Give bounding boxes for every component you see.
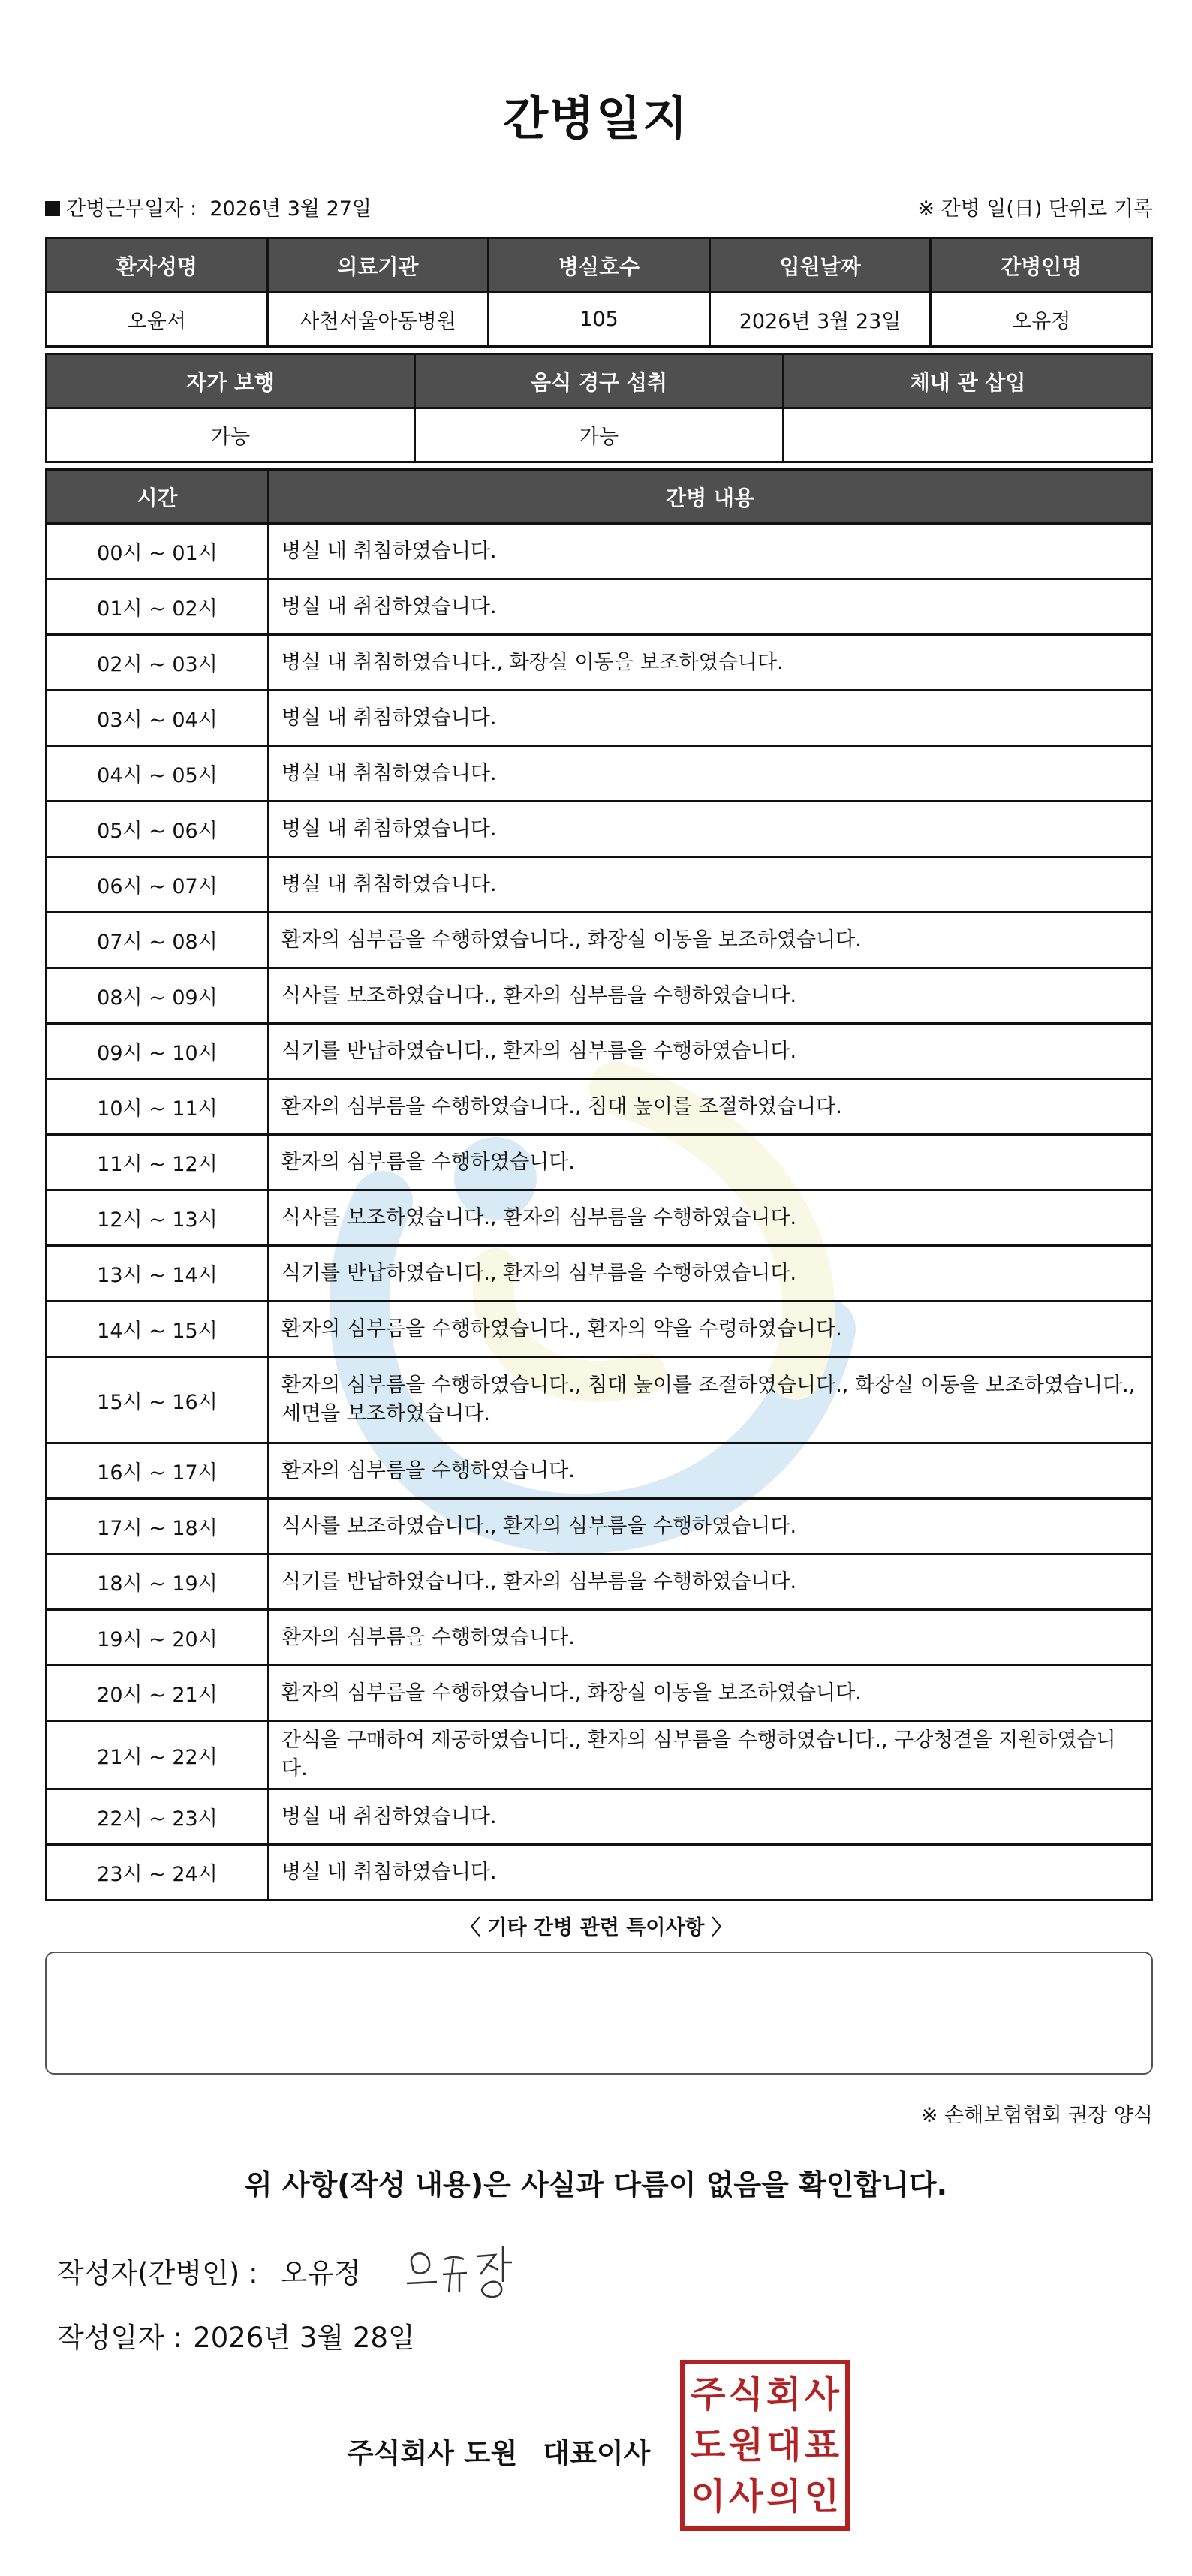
log-time: 18시 ~ 19시 xyxy=(47,1554,269,1610)
table-row xyxy=(47,746,1152,802)
work-date-value: 2026년 3월 27일 xyxy=(209,197,372,221)
stamp-character: 식 xyxy=(728,2373,763,2415)
log-content: 환자의 심부름을 수행하였습니다., 침대 높이를 조절하였습니다., 화장실 이동을 보조하였습니다., 세면을 보조하였습니다. xyxy=(269,1357,1152,1443)
table-row xyxy=(47,1610,1152,1666)
log-time: 04시 ~ 05시 xyxy=(47,746,269,802)
table-row xyxy=(47,524,1152,579)
status-value-row xyxy=(47,408,1152,462)
table-row xyxy=(47,1554,1152,1610)
log-time: 03시 ~ 04시 xyxy=(47,691,269,746)
company-line xyxy=(347,2430,650,2471)
table-row xyxy=(47,1246,1152,1302)
log-time: 09시 ~ 10시 xyxy=(47,1024,269,1079)
stamp-character: 인 xyxy=(804,2475,839,2517)
patient-info-header-row xyxy=(47,239,1152,293)
table-row xyxy=(47,1721,1152,1789)
stamp-character: 주 xyxy=(691,2373,726,2415)
table-row xyxy=(47,1190,1152,1246)
log-content: 병실 내 취침하였습니다. xyxy=(269,524,1152,579)
log-content: 식기를 반납하였습니다., 환자의 심부름을 수행하였습니다. xyxy=(269,1246,1152,1302)
patient-info-value-row xyxy=(47,293,1152,347)
header-caregiver-name: 간병인명 xyxy=(931,239,1152,293)
log-content: 병실 내 취침하였습니다. xyxy=(269,1789,1152,1845)
log-content: 간식을 구매하여 제공하였습니다., 환자의 심부름을 수행하였습니다., 구강청결을 지원하였습니다. xyxy=(269,1721,1152,1789)
ceo-label: 대표이사 xyxy=(543,2437,651,2469)
stamp-character: 이 xyxy=(691,2475,726,2517)
writer-name: 오유정 xyxy=(280,2257,361,2289)
record-unit-note: ※ 간병 일(日) 단위로 기록 xyxy=(917,197,1153,221)
written-date-line xyxy=(57,2315,415,2355)
stamp-character: 사 xyxy=(728,2475,763,2517)
stamp-character: 도 xyxy=(691,2424,726,2466)
log-content: 병실 내 취침하였습니다. xyxy=(269,857,1152,913)
table-row xyxy=(47,1789,1152,1845)
care-log-header-row xyxy=(47,470,1152,524)
special-notes-box xyxy=(45,1952,1153,2075)
table-row xyxy=(47,1443,1152,1499)
header-admission-date: 입원날짜 xyxy=(709,239,931,293)
table-row xyxy=(47,691,1152,746)
header-hospital: 의료기관 xyxy=(267,239,489,293)
confirmation-statement: 위 사항(작성 내용)은 사실과 다름이 없음을 확인합니다. xyxy=(244,2168,948,2201)
log-time: 08시 ~ 09시 xyxy=(47,968,269,1024)
stamp-characters xyxy=(689,2369,841,2522)
table-row xyxy=(47,579,1152,635)
form-source-note: ※ 손해보험협회 권장 양식 xyxy=(920,2104,1153,2127)
table-row xyxy=(47,1302,1152,1357)
table-row xyxy=(47,1135,1152,1190)
log-time: 10시 ~ 11시 xyxy=(47,1079,269,1135)
stamp-character: 의 xyxy=(766,2475,802,2517)
care-log-table xyxy=(45,468,1153,1901)
value-caregiver-name: 오유정 xyxy=(931,293,1152,347)
log-time: 23시 ~ 24시 xyxy=(47,1845,269,1900)
log-content: 환자의 심부름을 수행하였습니다., 화장실 이동을 보조하였습니다. xyxy=(269,1666,1152,1721)
patient-status-table xyxy=(45,353,1153,463)
log-time: 13시 ~ 14시 xyxy=(47,1246,269,1302)
log-time: 00시 ~ 01시 xyxy=(47,524,269,579)
log-time: 21시 ~ 22시 xyxy=(47,1721,269,1789)
header-room-number: 병실호수 xyxy=(489,239,710,293)
log-time: 16시 ~ 17시 xyxy=(47,1443,269,1499)
log-content: 환자의 심부름을 수행하였습니다. xyxy=(269,1135,1152,1190)
header-tube-insertion: 체내 관 삽입 xyxy=(784,354,1152,408)
log-content: 식기를 반납하였습니다., 환자의 심부름을 수행하였습니다. xyxy=(269,1554,1152,1610)
log-content: 환자의 심부름을 수행하였습니다. xyxy=(269,1443,1152,1499)
log-content: 식기를 반납하였습니다., 환자의 심부름을 수행하였습니다. xyxy=(269,1024,1152,1079)
header-time: 시간 xyxy=(47,470,269,524)
log-time: 14시 ~ 15시 xyxy=(47,1302,269,1357)
table-row xyxy=(47,913,1152,968)
stamp-character: 표 xyxy=(804,2424,839,2466)
log-time: 19시 ~ 20시 xyxy=(47,1610,269,1666)
value-room-number: 105 xyxy=(489,293,710,347)
table-row xyxy=(47,802,1152,857)
stamp-character: 회 xyxy=(766,2373,802,2415)
log-content: 병실 내 취침하였습니다. xyxy=(269,691,1152,746)
value-tube-insertion xyxy=(784,408,1152,462)
table-row xyxy=(47,1357,1152,1443)
log-content: 병실 내 취침하였습니다. xyxy=(269,579,1152,635)
header-oral-intake: 음식 경구 섭취 xyxy=(415,354,784,408)
care-log-body xyxy=(47,524,1152,1900)
handwritten-signature xyxy=(398,2229,548,2304)
meta-row xyxy=(45,192,1153,222)
log-time: 15시 ~ 16시 xyxy=(47,1357,269,1443)
log-content: 병실 내 취침하였습니다. xyxy=(269,1845,1152,1900)
log-content: 병실 내 취침하였습니다., 화장실 이동을 보조하였습니다. xyxy=(269,635,1152,691)
log-time: 05시 ~ 06시 xyxy=(47,802,269,857)
table-row xyxy=(47,857,1152,913)
log-time: 02시 ~ 03시 xyxy=(47,635,269,691)
status-header-row xyxy=(47,354,1152,408)
log-time: 22시 ~ 23시 xyxy=(47,1789,269,1845)
patient-info-table xyxy=(45,237,1153,348)
log-time: 07시 ~ 08시 xyxy=(47,913,269,968)
log-time: 01시 ~ 02시 xyxy=(47,579,269,635)
header-self-walking: 자가 보행 xyxy=(47,354,415,408)
log-time: 11시 ~ 12시 xyxy=(47,1135,269,1190)
table-row xyxy=(47,1845,1152,1900)
written-date-label: 작성일자 : xyxy=(57,2322,183,2354)
stamp-character: 대 xyxy=(766,2424,802,2466)
header-care-content: 간병 내용 xyxy=(269,470,1152,524)
page-title: 간병일지 xyxy=(503,91,689,146)
log-content: 식사를 보조하였습니다., 환자의 심부름을 수행하였습니다. xyxy=(269,968,1152,1024)
table-row xyxy=(47,968,1152,1024)
value-oral-intake: 가능 xyxy=(415,408,784,462)
work-date-label: 간병근무일자 : xyxy=(66,197,197,221)
stamp-character: 원 xyxy=(728,2424,763,2466)
table-row xyxy=(47,635,1152,691)
work-date xyxy=(45,192,372,221)
log-time: 17시 ~ 18시 xyxy=(47,1499,269,1554)
written-date-value: 2026년 3월 28일 xyxy=(193,2322,415,2354)
value-patient-name: 오윤서 xyxy=(47,293,268,347)
log-content: 식사를 보조하였습니다., 환자의 심부름을 수행하였습니다. xyxy=(269,1499,1152,1554)
log-time: 06시 ~ 07시 xyxy=(47,857,269,913)
company-name: 주식회사 도원 xyxy=(347,2437,518,2469)
log-content: 환자의 심부름을 수행하였습니다., 침대 높이를 조절하였습니다. xyxy=(269,1079,1152,1135)
writer-label: 작성자(간병인) : xyxy=(57,2257,258,2289)
log-content: 환자의 심부름을 수행하였습니다., 화장실 이동을 보조하였습니다. xyxy=(269,913,1152,968)
value-self-walking: 가능 xyxy=(47,408,415,462)
log-time: 12시 ~ 13시 xyxy=(47,1190,269,1246)
value-hospital: 사천서울아동병원 xyxy=(267,293,489,347)
log-content: 식사를 보조하였습니다., 환자의 심부름을 수행하였습니다. xyxy=(269,1190,1152,1246)
header-patient-name: 환자성명 xyxy=(47,239,268,293)
writer-line xyxy=(57,2250,361,2291)
value-admission-date: 2026년 3월 23일 xyxy=(709,293,931,347)
log-time: 20시 ~ 21시 xyxy=(47,1666,269,1721)
table-row xyxy=(47,1499,1152,1554)
special-notes-title: 〈 기타 간병 관련 특이사항 〉 xyxy=(460,1916,732,1940)
table-row xyxy=(47,1666,1152,1721)
square-bullet-icon xyxy=(45,201,60,216)
log-content: 환자의 심부름을 수행하였습니다., 환자의 약을 수령하였습니다. xyxy=(269,1302,1152,1357)
table-row xyxy=(47,1079,1152,1135)
log-content: 병실 내 취침하였습니다. xyxy=(269,802,1152,857)
stamp-character: 사 xyxy=(804,2373,839,2415)
table-row xyxy=(47,1024,1152,1079)
log-content: 병실 내 취침하였습니다. xyxy=(269,746,1152,802)
log-content: 환자의 심부름을 수행하였습니다. xyxy=(269,1610,1152,1666)
company-seal-stamp xyxy=(680,2360,850,2531)
